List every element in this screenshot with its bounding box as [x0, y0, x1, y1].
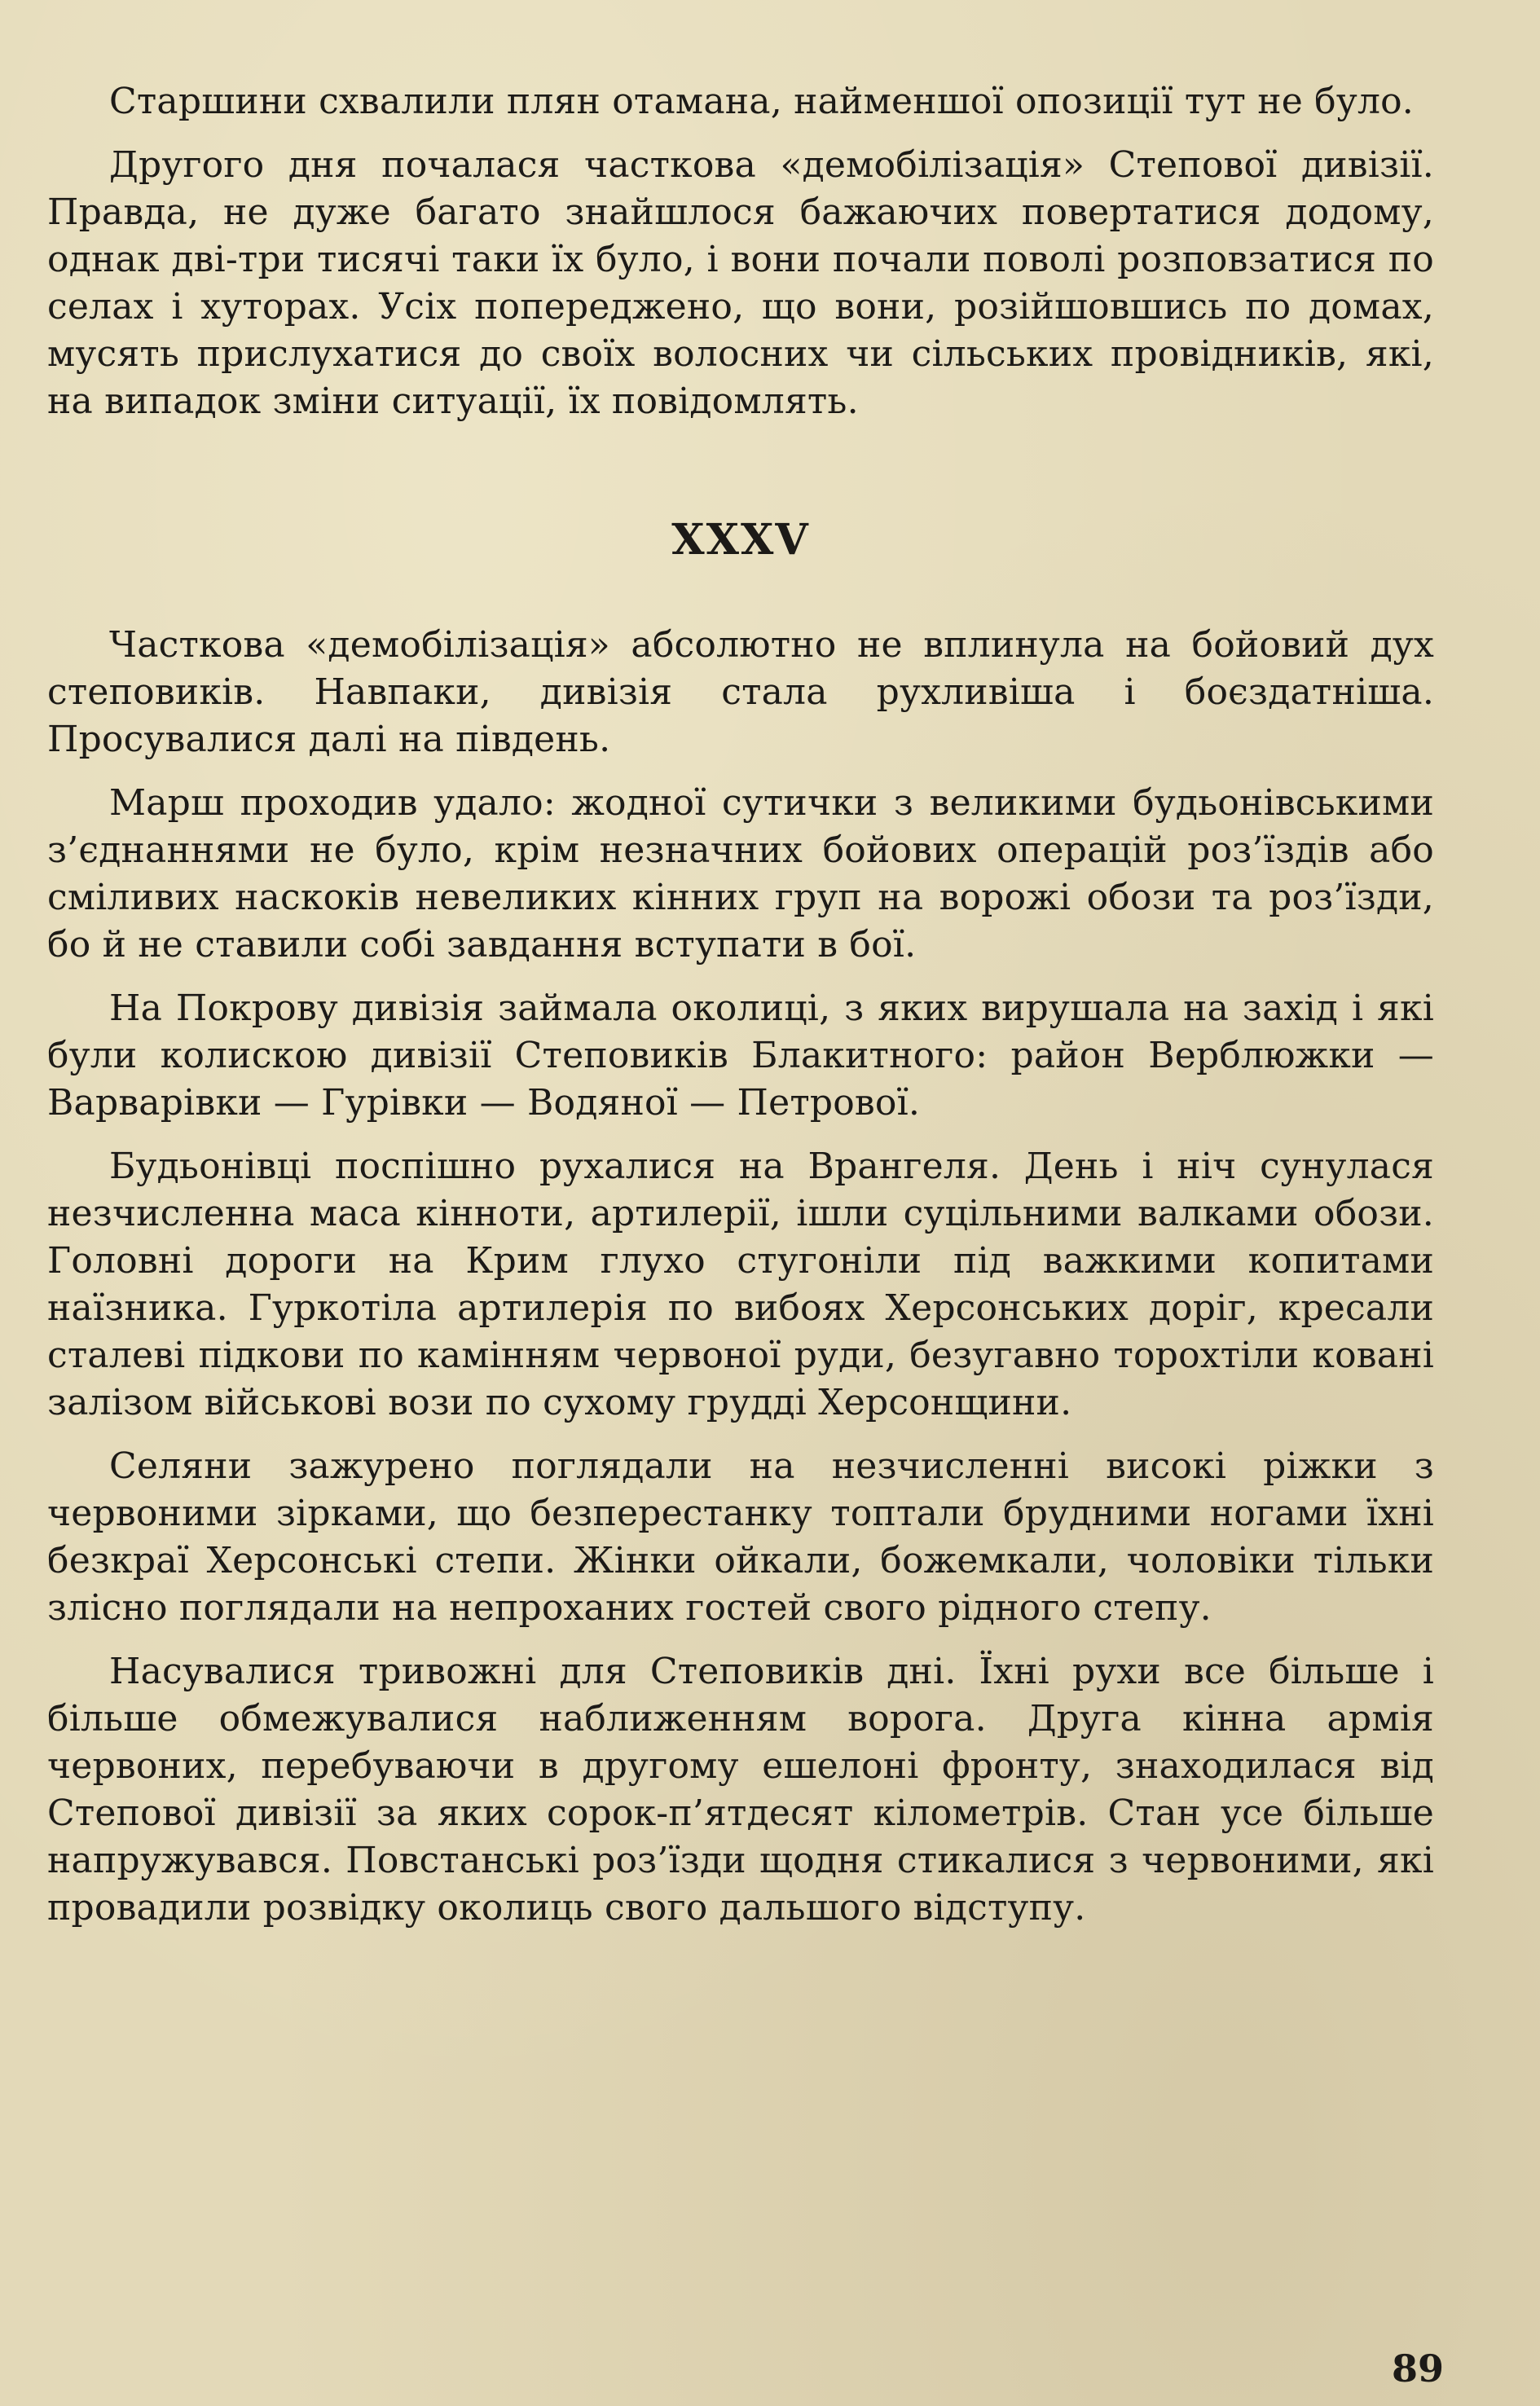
- paragraph-peasants: Селяни зажурено поглядали на незчисленні високі ріжки з червоними зірками, що безперестанку топтали брудними ногами їхні безкраї Херсонські степи. Жінки ойкали, божемкали, чоловіки тільки злісно поглядали на непроханих гостей свого рідного степу.: [47, 1445, 1434, 1629]
- paragraph-budyonny-troops: Будьонівці поспішно рухалися на Врангеля. День і ніч сунулася незчисленна маса кінноти, артилерії, ішли суцільними валками обози. Головні дороги на Крим глухо стугоніли під важкими копитами наїзника. Гуркотіла артилерія по вибоях Херсонських доріг, кресали сталеві підкови по камінням червоної руди, безугавно торохтіли ковані залізом військові вози по сухому грудді Херсонщини.: [47, 1146, 1434, 1423]
- paragraph-elders-approved: Старшини схвалили плян отамана, найменшої опозиції тут не було.: [109, 81, 1414, 122]
- chapter-heading: XXXV: [671, 515, 810, 565]
- paragraph-fighting-spirit: Часткова «демобілізація» абсолютно не вплинула на бойовий дух степовиків. Навпаки, дивізія стала рухливіша і боєздатніша. Просувалися далі на південь.: [47, 624, 1434, 760]
- page-number: 89: [1391, 2347, 1444, 2391]
- paragraph-demobilization: Другого дня почалася часткова «демобілізація» Степової дивізії. Правда, не дуже багато знайшлося бажаючих повертатися додому, однак дві-три тисячі таки їх було, і вони почали поволі розповзатися по селах і хуторах. Усіх попереджено, що вони, розійшовшись по домах, мусять прислухатися до своїх волосних чи сільських провідників, які, на випадок зміни ситуації, їх повідомлять.: [47, 144, 1434, 422]
- paragraph-march: Марш проходив удало: жодної сутички з великими будьонівськими з’єднаннями не було, крім незначних бойових операцій роз’їздів або сміливих наскоків невеликих кінних груп на ворожі обози та роз’їзди, бо й не ставили собі завдання вступати в бої.: [47, 782, 1434, 965]
- paragraph-anxious-days: Насувалися тривожні для Степовиків дні. Їхні рухи все більше і більше обмежувалися наближенням ворога. Друга кінна армія червоних, перебуваючи в другому ешелоні фронту, знаходилася від Степової дивізії за яких сорок-п’ятдесят кілометрів. Стан усе більше напружувався. Повстанські роз’їзди щодня стикалися з червоними, які провадили розвідку околиць свого дальшого відступу.: [47, 1651, 1434, 1929]
- paragraph-pokrova: На Покрову дивізія займала околиці, з яких вирушала на захід і які були колискою дивізії Степовиків Блакитного: район Верблюжки — Варварівки — Гурівки — Водяної — Петрової.: [47, 987, 1434, 1124]
